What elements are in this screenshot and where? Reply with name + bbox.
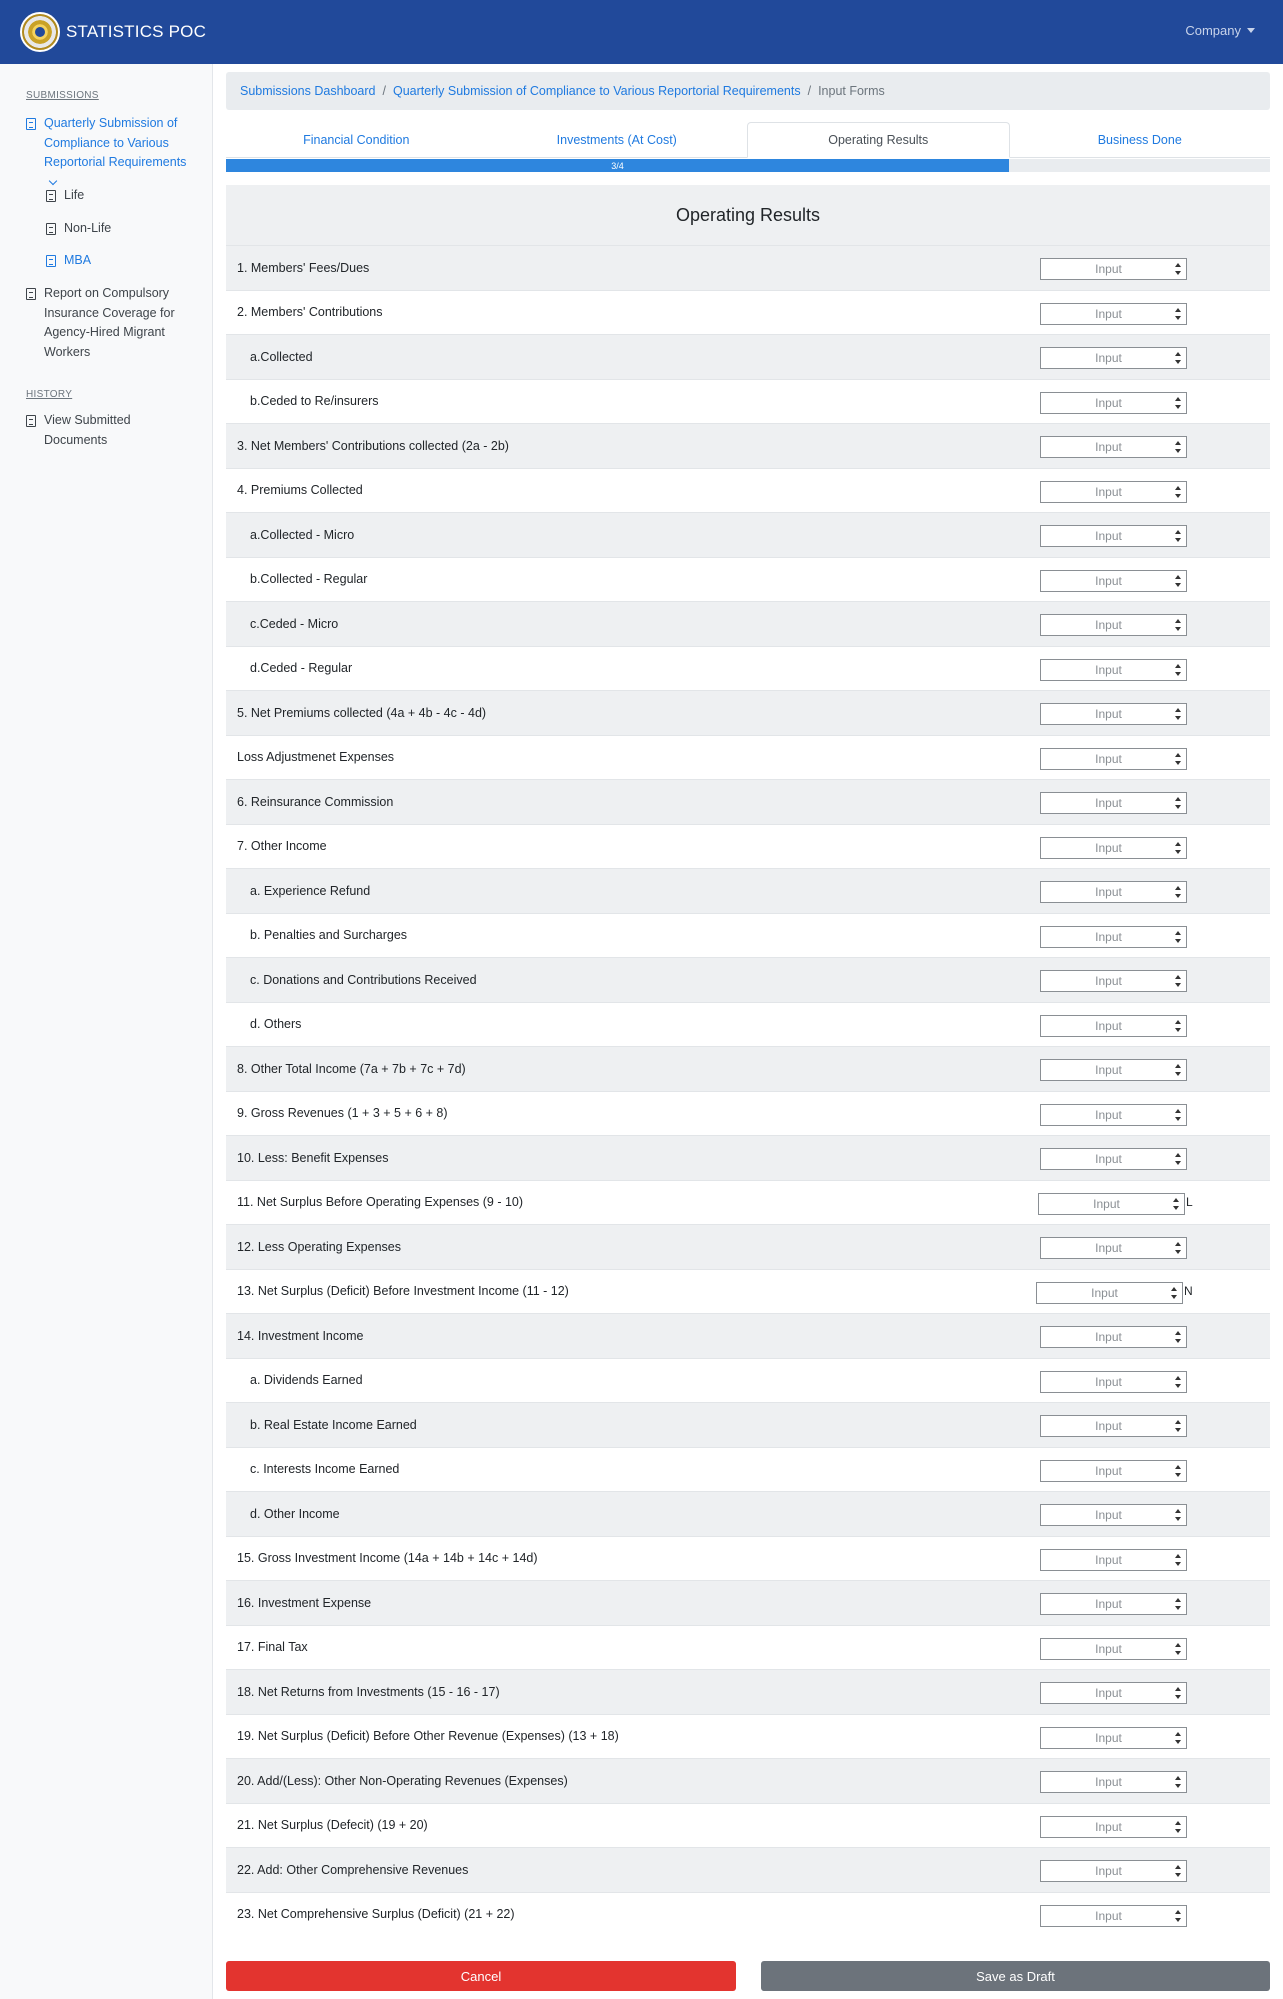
number-input[interactable] (1040, 1148, 1187, 1170)
caret-down-icon (1247, 28, 1255, 33)
spinner-arrows-icon[interactable] (1173, 975, 1183, 987)
spinner-arrows-icon[interactable] (1173, 753, 1183, 765)
row-label: c. Donations and Contributions Received (250, 972, 477, 987)
number-input[interactable] (1040, 1504, 1187, 1526)
spinner-arrows-icon[interactable] (1173, 1465, 1183, 1477)
form-row (226, 1269, 1270, 1314)
document-icon (26, 288, 36, 300)
spinner-arrows-icon[interactable] (1173, 1554, 1183, 1566)
input-placeholder: Input (1095, 1419, 1122, 1433)
document-icon (26, 118, 36, 130)
spinner-arrows-icon[interactable] (1173, 1687, 1183, 1699)
row-label: 10. Less: Benefit Expenses (237, 1150, 389, 1165)
number-input[interactable] (1040, 303, 1187, 325)
form-row (226, 1580, 1270, 1625)
input-placeholder: Input (1095, 1152, 1122, 1166)
form-row (226, 512, 1270, 557)
spinner-arrows-icon[interactable] (1173, 1821, 1183, 1833)
number-input[interactable] (1040, 1682, 1187, 1704)
sidebar-item-compulsory-insurance-report[interactable] (26, 284, 186, 362)
row-suffix: N (1184, 1284, 1193, 1299)
form-row (226, 1892, 1270, 1937)
form-row (226, 245, 1270, 290)
form-row (226, 779, 1270, 824)
row-label: 5. Net Premiums collected (4a + 4b - 4c - 4d) (237, 705, 487, 720)
spinner-arrows-icon[interactable] (1173, 1331, 1183, 1343)
spinner-arrows-icon[interactable] (1171, 1198, 1181, 1210)
form-row (226, 468, 1270, 513)
number-input[interactable] (1040, 481, 1187, 503)
number-input[interactable] (1040, 1104, 1187, 1126)
number-input[interactable] (1040, 436, 1187, 458)
form-row (226, 1313, 1270, 1358)
sidebar-item-label: Quarterly Submission of Compliance to Various Reportorial Requirements (44, 114, 196, 192)
row-label: d.Ceded - Regular (250, 661, 353, 676)
input-placeholder: Input (1095, 1463, 1122, 1478)
number-input[interactable] (1040, 1059, 1187, 1081)
row-label: 6. Reinsurance Commission (237, 794, 394, 809)
input-placeholder: Input (1095, 1686, 1122, 1700)
form-row (226, 379, 1270, 424)
form-row (226, 1447, 1270, 1492)
spinner-arrows-icon[interactable] (1173, 1420, 1183, 1432)
number-input[interactable] (1038, 1193, 1185, 1215)
breadcrumb-separator: / (382, 84, 386, 98)
input-placeholder: Input (1095, 484, 1122, 499)
input-placeholder: Input (1095, 306, 1122, 321)
sidebar-item-label: Life (64, 188, 85, 202)
form-row (226, 1180, 1270, 1225)
form-row (226, 1091, 1270, 1136)
form-row (226, 290, 1270, 335)
form-row (226, 601, 1270, 646)
number-input[interactable] (1040, 347, 1187, 369)
sidebar-item-label: Non-Life (64, 221, 112, 235)
document-icon (46, 190, 56, 202)
form-row (226, 1002, 1270, 1047)
form-row (226, 735, 1270, 780)
input-placeholder: Input (1095, 751, 1122, 766)
input-placeholder: Input (1095, 573, 1122, 588)
input-placeholder: Input (1095, 1063, 1122, 1077)
input-placeholder: Input (1095, 395, 1122, 410)
input-placeholder: Input (1095, 351, 1122, 365)
sidebar-item-label: View Submitted Documents (44, 413, 131, 447)
input-placeholder: Input (1095, 707, 1122, 721)
row-label: 14. Investment Income (237, 1328, 364, 1343)
tab-financial-condition[interactable]: Financial Condition (303, 132, 410, 147)
form-rows (226, 245, 1270, 1936)
form-row (226, 824, 1270, 869)
row-label: 1. Members' Fees/Dues (237, 260, 370, 275)
number-input[interactable] (1040, 837, 1187, 859)
sidebar-item-life[interactable] (46, 186, 84, 206)
spinner-arrows-icon[interactable] (1173, 1064, 1183, 1076)
breadcrumb-submissions-dashboard[interactable]: Submissions Dashboard (240, 84, 376, 98)
sidebar-item-label: Report on Compulsory Insurance Coverage for Agency-Hired Migrant Workers (44, 286, 175, 359)
tab-business-done[interactable]: Business Done (1097, 132, 1182, 147)
row-label: a.Collected (250, 349, 313, 364)
input-placeholder: Input (1095, 1552, 1122, 1567)
chevron-down-icon (49, 176, 57, 184)
sidebar-item-view-submitted[interactable] (26, 411, 176, 450)
form-row (226, 1358, 1270, 1403)
form-row (226, 334, 1270, 379)
input-placeholder: Input (1095, 1730, 1122, 1745)
row-label: 22. Add: Other Comprehensive Revenues (237, 1862, 469, 1877)
row-label: 2. Members' Contributions (237, 305, 383, 320)
spinner-arrows-icon[interactable] (1173, 352, 1183, 364)
spinner-arrows-icon[interactable] (1173, 308, 1183, 320)
input-placeholder: Input (1095, 262, 1122, 276)
spinner-arrows-icon[interactable] (1173, 619, 1183, 631)
input-placeholder: Input (1095, 1641, 1122, 1656)
row-label: 7. Other Income (237, 839, 327, 854)
number-input[interactable] (1040, 1727, 1187, 1749)
number-input[interactable] (1040, 570, 1187, 592)
row-label: d. Other Income (250, 1506, 340, 1521)
form-row (226, 913, 1270, 958)
row-label: 4. Premiums Collected (237, 483, 363, 498)
spinner-arrows-icon[interactable] (1173, 664, 1183, 676)
spinner-arrows-icon[interactable] (1173, 530, 1183, 542)
form-row (226, 1669, 1270, 1714)
form-row (226, 1625, 1270, 1670)
input-placeholder: Input (1095, 440, 1122, 454)
input-placeholder: Input (1095, 1330, 1122, 1344)
form-row (226, 1224, 1270, 1269)
breadcrumb-separator: / (807, 84, 812, 98)
sidebar-item-mba[interactable] (46, 251, 91, 271)
company-dropdown-label: Company (1185, 23, 1241, 38)
form-row (226, 1803, 1270, 1848)
row-label: b.Ceded to Re/insurers (250, 394, 379, 409)
spinner-arrows-icon[interactable] (1173, 886, 1183, 898)
number-input[interactable] (1040, 970, 1187, 992)
row-label: 17. Final Tax (237, 1640, 308, 1655)
form-row (226, 1046, 1270, 1091)
sidebar-item-non-life[interactable] (46, 219, 111, 239)
cancel-button[interactable]: Cancel (226, 1961, 736, 1991)
spinner-arrows-icon[interactable] (1173, 1732, 1183, 1744)
spinner-arrows-icon[interactable] (1173, 486, 1183, 498)
document-icon (46, 255, 56, 267)
input-placeholder: Input (1095, 1107, 1122, 1122)
spinner-arrows-icon[interactable] (1173, 1776, 1183, 1788)
number-input[interactable] (1040, 1015, 1187, 1037)
row-label: 16. Investment Expense (237, 1595, 372, 1610)
form-row (226, 646, 1270, 691)
breadcrumb (226, 72, 1270, 110)
sidebar (0, 64, 213, 1999)
row-label: 15. Gross Investment Income (14a + 14b + 14c + 14d) (237, 1551, 538, 1566)
input-placeholder: Input (1095, 1241, 1122, 1255)
number-input[interactable] (1040, 1415, 1187, 1437)
document-icon (46, 223, 56, 235)
input-placeholder: Input (1095, 1775, 1122, 1789)
row-label: 9. Gross Revenues (1 + 3 + 5 + 6 + 8) (237, 1106, 448, 1121)
form-row (226, 1135, 1270, 1180)
number-input[interactable] (1040, 258, 1187, 280)
number-input[interactable] (1040, 748, 1187, 770)
spinner-arrows-icon[interactable] (1173, 1020, 1183, 1032)
sidebar-item-quarterly-submission[interactable] (26, 114, 196, 192)
form-tabs (226, 122, 1270, 158)
number-input[interactable] (1040, 1905, 1187, 1927)
number-input[interactable] (1040, 1371, 1187, 1393)
form-row (226, 423, 1270, 468)
number-input[interactable] (1040, 1860, 1187, 1882)
input-placeholder: Input (1095, 1597, 1122, 1611)
input-placeholder: Input (1095, 1864, 1122, 1878)
number-input[interactable] (1040, 1593, 1187, 1615)
row-label: a. Experience Refund (250, 883, 371, 898)
spinner-arrows-icon[interactable] (1173, 263, 1183, 275)
spinner-arrows-icon[interactable] (1173, 1509, 1183, 1521)
row-label: 20. Add/(Less): Other Non-Operating Revenues (Expenses) (237, 1773, 568, 1788)
breadcrumb-quarterly-submission[interactable]: Quarterly Submission of Compliance to Various Reportorial Requirements (392, 84, 801, 98)
form-title: Operating Results (226, 185, 1270, 245)
spinner-arrows-icon[interactable] (1173, 441, 1183, 453)
input-placeholder: Input (1095, 885, 1122, 899)
company-dropdown[interactable] (1185, 23, 1255, 38)
number-input[interactable] (1040, 881, 1187, 903)
row-label: 3. Net Members' Contributions collected (2a - 2b) (237, 438, 509, 453)
input-placeholder: Input (1095, 529, 1122, 543)
number-input[interactable] (1040, 1237, 1187, 1259)
number-input[interactable] (1040, 792, 1187, 814)
form-row (226, 1758, 1270, 1803)
number-input[interactable] (1040, 525, 1187, 547)
spinner-arrows-icon[interactable] (1173, 1242, 1183, 1254)
number-input[interactable] (1040, 614, 1187, 636)
row-label: 23. Net Comprehensive Surplus (Deficit) (21 + 22) (237, 1907, 515, 1922)
row-label: 12. Less Operating Expenses (237, 1239, 401, 1254)
tab-investments-at-cost[interactable]: Investments (At Cost) (556, 132, 677, 147)
row-label: 8. Other Total Income (7a + 7b + 7c + 7d) (237, 1061, 466, 1076)
number-input[interactable] (1040, 392, 1187, 414)
input-placeholder: Input (1093, 1196, 1120, 1211)
row-label: 13. Net Surplus (Deficit) Before Investment Income (11 - 12) (237, 1284, 569, 1299)
row-label: 11. Net Surplus Before Operating Expenses (9 - 10) (237, 1195, 524, 1210)
input-placeholder: Input (1095, 929, 1122, 944)
spinner-arrows-icon[interactable] (1173, 1153, 1183, 1165)
input-placeholder: Input (1091, 1285, 1118, 1300)
progress-bar (226, 159, 1270, 172)
spinner-arrows-icon[interactable] (1173, 1376, 1183, 1388)
row-label: b.Collected - Regular (250, 572, 368, 587)
spinner-arrows-icon[interactable] (1173, 842, 1183, 854)
number-input[interactable] (1040, 1326, 1187, 1348)
tab-operating-results[interactable]: Operating Results (747, 122, 1010, 158)
spinner-arrows-icon[interactable] (1173, 397, 1183, 409)
spinner-arrows-icon[interactable] (1169, 1287, 1179, 1299)
number-input[interactable] (1040, 703, 1187, 725)
row-label: 18. Net Returns from Investments (15 - 16 - 17) (237, 1684, 500, 1699)
number-input[interactable] (1040, 1460, 1187, 1482)
brand-title: STATISTICS POC (66, 22, 207, 41)
form-row (226, 1491, 1270, 1536)
input-placeholder: Input (1095, 840, 1122, 855)
input-placeholder: Input (1095, 662, 1122, 677)
submissions-heading: SUBMISSIONS (26, 90, 99, 101)
seal-logo-icon (20, 12, 60, 52)
top-navbar (0, 0, 1283, 64)
progress-bar-fill: 3/4 (226, 159, 1009, 172)
input-placeholder: Input (1095, 1018, 1122, 1033)
row-label: 21. Net Surplus (Defecit) (19 + 20) (237, 1818, 428, 1833)
number-input[interactable] (1036, 1282, 1183, 1304)
number-input[interactable] (1040, 659, 1187, 681)
spinner-arrows-icon[interactable] (1173, 1598, 1183, 1610)
number-input[interactable] (1040, 1549, 1187, 1571)
spinner-arrows-icon[interactable] (1173, 1910, 1183, 1922)
history-heading: HISTORY (26, 389, 73, 400)
form-row (226, 1714, 1270, 1759)
input-placeholder: Input (1095, 1908, 1122, 1923)
row-label: a.Collected - Micro (250, 527, 355, 542)
form-row (226, 1402, 1270, 1447)
document-icon (26, 415, 36, 427)
form-row (226, 690, 1270, 735)
row-label: 19. Net Surplus (Deficit) Before Other Revenue (Expenses) (13 + 18) (237, 1729, 619, 1744)
row-suffix: L (1186, 1195, 1193, 1210)
brand[interactable] (20, 12, 206, 52)
save-as-draft-button[interactable]: Save as Draft (761, 1961, 1270, 1991)
number-input[interactable] (1040, 926, 1187, 948)
input-placeholder: Input (1095, 1374, 1122, 1389)
number-input[interactable] (1040, 1816, 1187, 1838)
row-label: b. Penalties and Surcharges (250, 928, 408, 943)
input-placeholder: Input (1095, 974, 1122, 988)
form-row (226, 557, 1270, 602)
spinner-arrows-icon[interactable] (1173, 1865, 1183, 1877)
form-row (226, 1536, 1270, 1581)
spinner-arrows-icon[interactable] (1173, 1643, 1183, 1655)
sidebar-item-label: MBA (64, 253, 92, 267)
spinner-arrows-icon[interactable] (1173, 708, 1183, 720)
form-row (226, 1847, 1270, 1892)
row-label: a. Dividends Earned (250, 1373, 363, 1388)
row-label: c. Interests Income Earned (250, 1462, 400, 1477)
breadcrumb-current: Input Forms (818, 84, 885, 98)
spinner-arrows-icon[interactable] (1173, 575, 1183, 587)
input-placeholder: Input (1095, 1508, 1122, 1522)
number-input[interactable] (1040, 1771, 1187, 1793)
spinner-arrows-icon[interactable] (1173, 931, 1183, 943)
row-label: b. Real Estate Income Earned (250, 1417, 417, 1432)
input-placeholder: Input (1095, 618, 1122, 632)
input-placeholder: Input (1095, 1819, 1122, 1834)
form-row (226, 868, 1270, 913)
spinner-arrows-icon[interactable] (1173, 1109, 1183, 1121)
spinner-arrows-icon[interactable] (1173, 797, 1183, 809)
input-placeholder: Input (1095, 796, 1122, 810)
row-label: Loss Adjustmenet Expenses (237, 750, 395, 765)
row-label: d. Others (250, 1017, 302, 1032)
number-input[interactable] (1040, 1638, 1187, 1660)
row-label: c.Ceded - Micro (250, 616, 339, 631)
form-row (226, 957, 1270, 1002)
